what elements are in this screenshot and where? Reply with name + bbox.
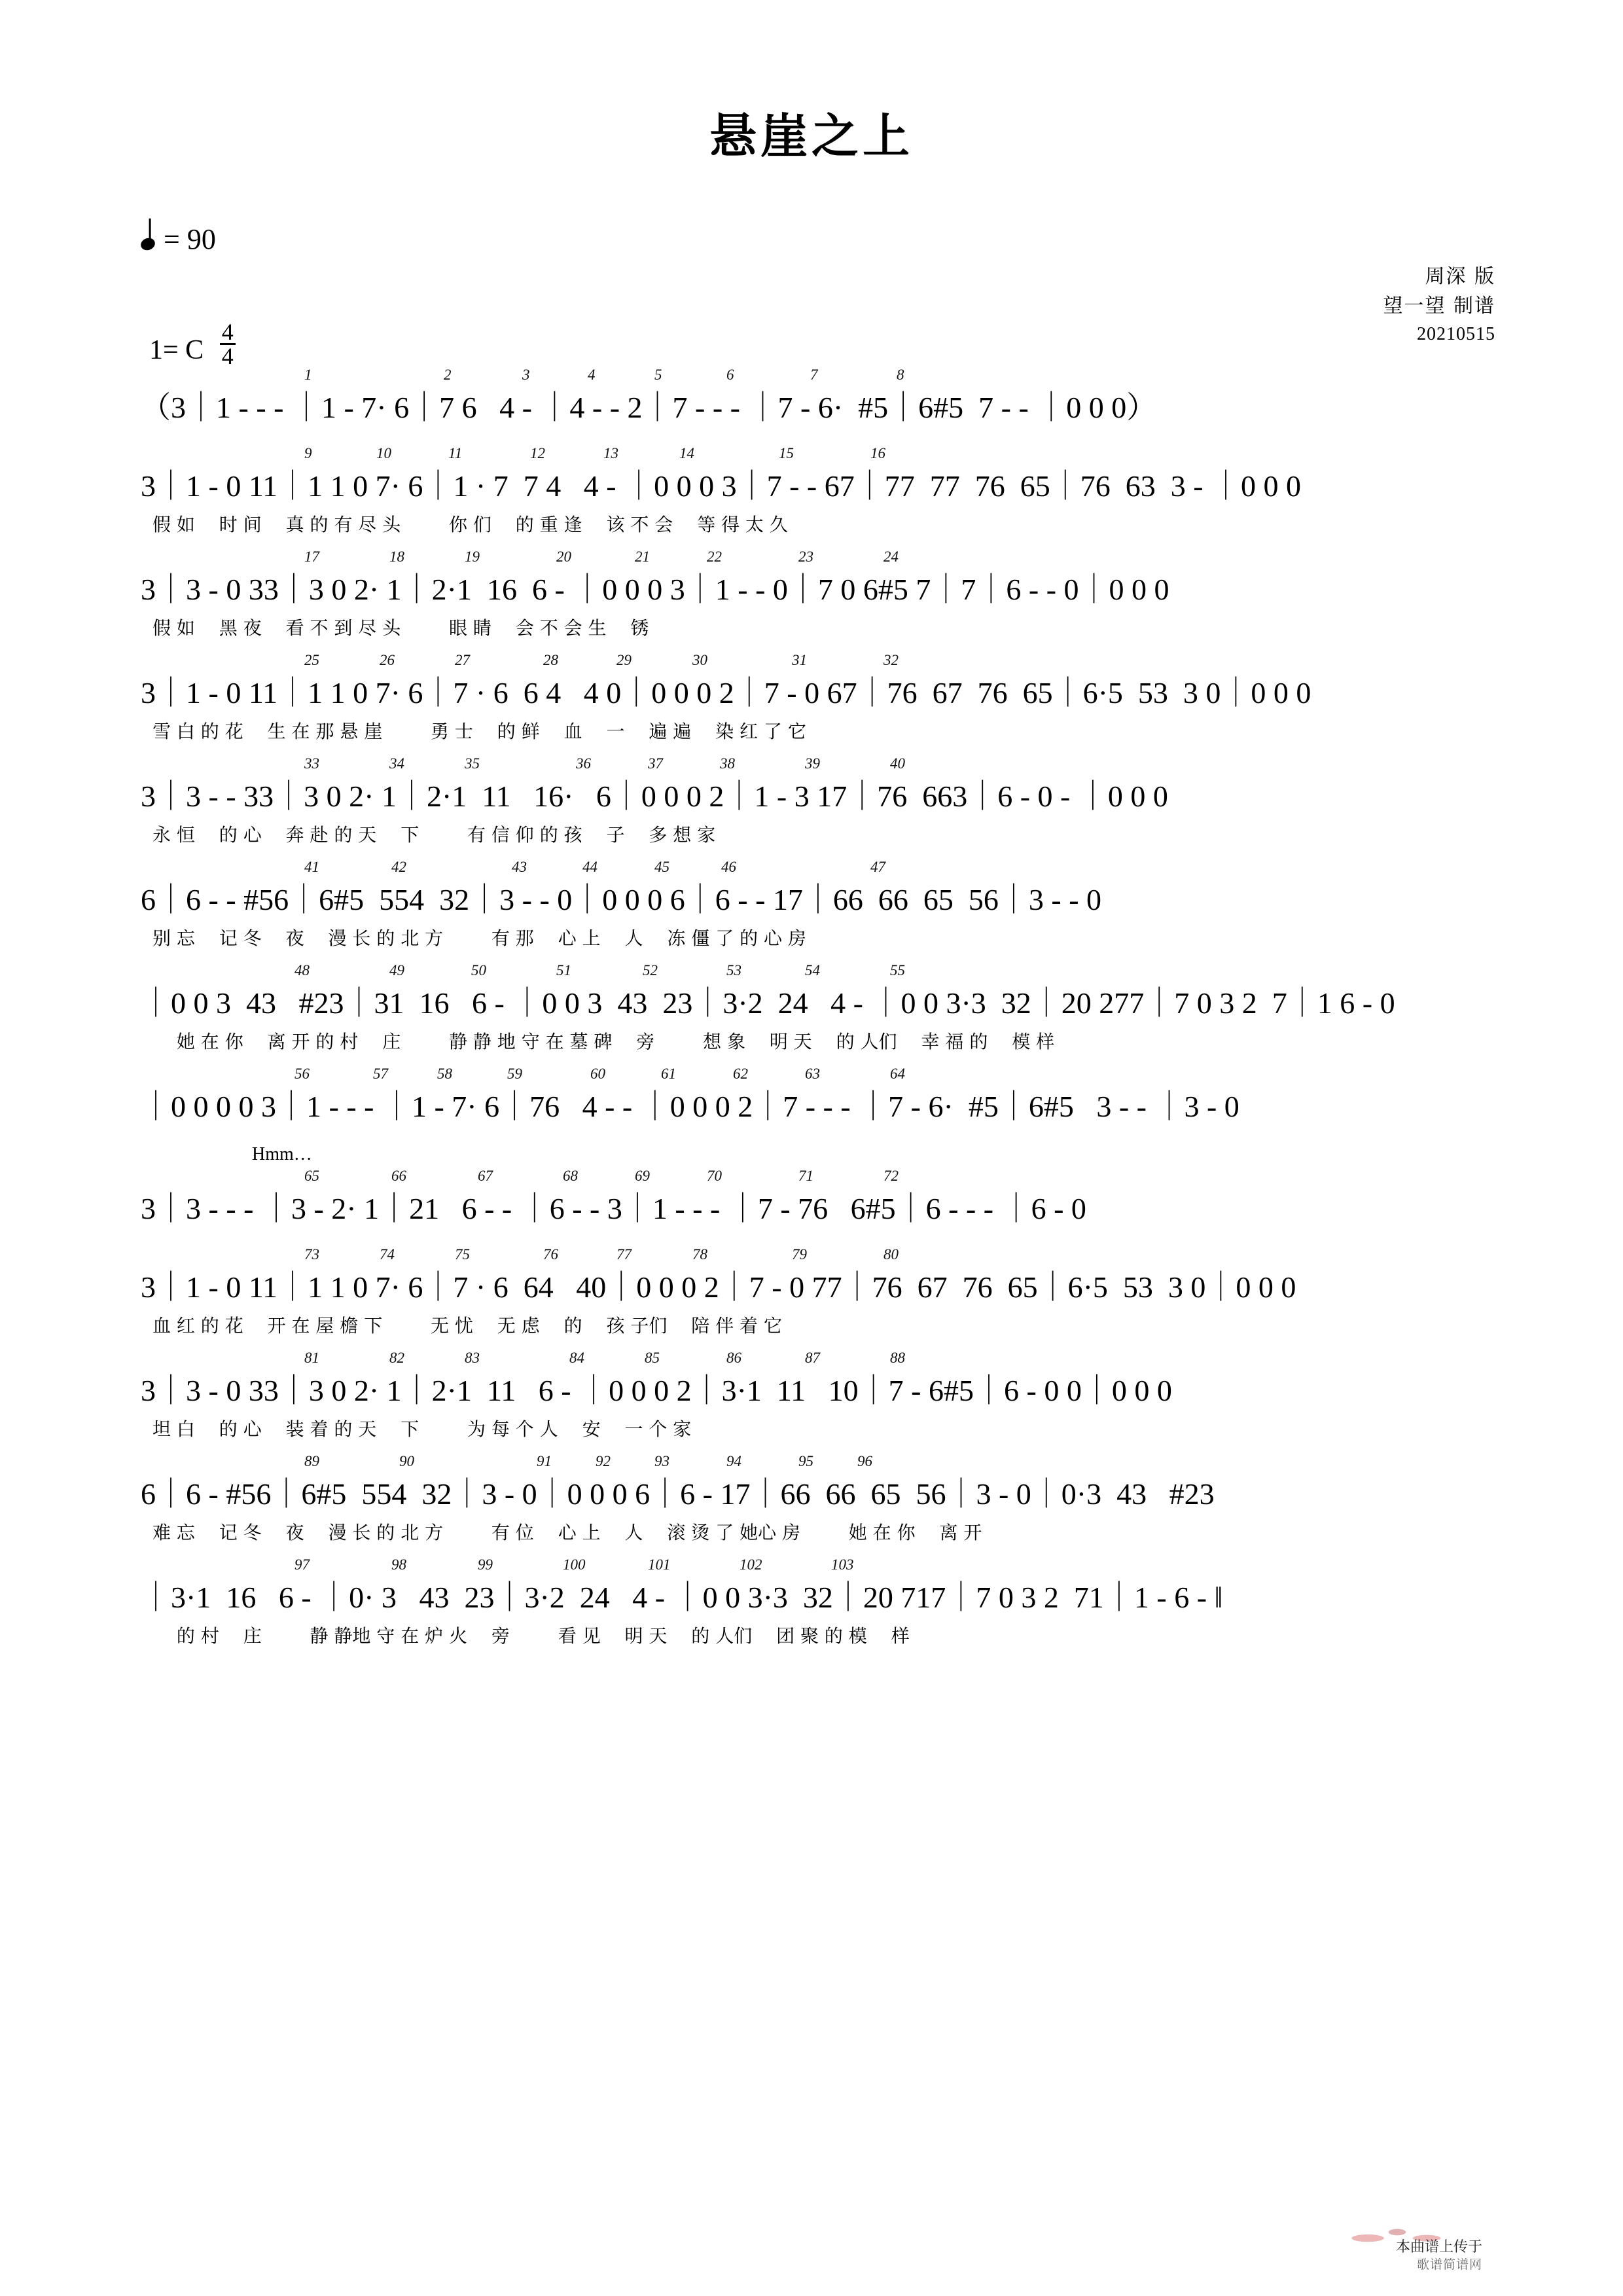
notation-row: ｜3·1 16 6 - ｜0· 3 43 23｜3·2 24 4 - ｜0 0 3·3 32｜20 717｜7 0 3 2 71｜1 - 6 - ‖: [141, 1581, 1223, 1614]
quarter-note-icon: [139, 236, 157, 252]
bar-number: 17: [304, 548, 319, 565]
watermark: [1396, 2238, 1482, 2274]
bar-number: 35: [465, 755, 480, 772]
notation-row: 3｜1 - 0 11｜1 1 0 7· 6｜7 · 6 6 4 4 0｜0 0 0 2｜7 - 0 67｜76 67 76 65｜6·5 53 3 0｜0 0 0: [141, 676, 1311, 709]
lyrics-row: [141, 1233, 1482, 1242]
bar-number: 47: [870, 859, 885, 875]
bar-number: 19: [465, 548, 480, 565]
bar-number-row: [141, 1168, 1482, 1185]
page-title: 悬崖之上: [709, 109, 914, 164]
music-system: [0, 652, 1623, 751]
tempo-value: = 90: [164, 223, 216, 255]
bar-number: 71: [798, 1168, 813, 1184]
bar-number: 96: [857, 1453, 872, 1469]
music-system: [0, 962, 1623, 1062]
bar-number: 49: [389, 962, 404, 978]
bar-number: 3: [522, 367, 530, 383]
bar-number: 29: [616, 652, 632, 668]
bar-number: 46: [721, 859, 736, 875]
bar-number: 1: [304, 367, 312, 383]
bar-number: 72: [883, 1168, 899, 1184]
music-system: [0, 548, 1623, 648]
bar-number: 4: [588, 367, 596, 383]
bar-number: 70: [707, 1168, 722, 1184]
bar-number: 26: [380, 652, 395, 668]
bar-number: 21: [635, 548, 650, 565]
bar-number: 8: [897, 367, 904, 383]
bar-number: 22: [707, 548, 722, 565]
notation-row: 3｜1 - 0 11｜1 1 0 7· 6｜1 · 7 7 4 4 - ｜0 0 0 3｜7 - - 67｜77 77 76 65｜76 63 3 - ｜0 0 0: [141, 469, 1302, 503]
music-system: [0, 367, 1623, 441]
bar-number: 12: [530, 445, 545, 461]
bar-number: 83: [465, 1350, 480, 1366]
bar-number: 101: [648, 1556, 671, 1573]
bar-number: 31: [792, 652, 807, 668]
bar-number: 18: [389, 548, 404, 565]
bar-number: 59: [507, 1066, 522, 1082]
bar-number: 40: [890, 755, 905, 772]
bar-number: 54: [805, 962, 820, 978]
bar-number: 34: [389, 755, 404, 772]
credit-version: 周深 版: [1425, 265, 1495, 288]
music-system: [0, 1246, 1623, 1346]
key-label: 1= C: [149, 335, 204, 366]
bar-number: 67: [478, 1168, 493, 1184]
lyrics-row: 永 恒 的 心 奔 赴 的 天 下 有 信 仰 的 孩 子 多 想 家: [152, 824, 716, 846]
bar-number-row: [141, 548, 1482, 565]
bar-number: 14: [679, 445, 694, 461]
bar-number: 57: [373, 1066, 388, 1082]
bar-number: 63: [805, 1066, 820, 1082]
notation-row: 3｜3 - 0 33｜3 0 2· 1｜2·1 11 6 - ｜0 0 0 2｜3·1 11 10｜7 - 6#5｜6 - 0 0｜0 0 0: [141, 1374, 1172, 1407]
lyrics-row: 血 红 的 花 开 在 屋 檐 下 无 忧 无 虑 的 孩 子们 陪 伴 着 它: [152, 1315, 783, 1336]
bar-number: 36: [576, 755, 591, 772]
key-signature: [149, 319, 236, 370]
bar-number: 93: [654, 1453, 669, 1469]
bar-number: 99: [478, 1556, 493, 1573]
bar-number: 58: [437, 1066, 452, 1082]
bar-number: 86: [726, 1350, 741, 1366]
bar-number: 7: [810, 367, 818, 383]
bar-number: 33: [304, 755, 319, 772]
bar-number: 11: [448, 445, 463, 461]
bar-number: 98: [391, 1556, 406, 1573]
bar-number-row: [141, 755, 1482, 772]
bar-number: 68: [563, 1168, 578, 1184]
lyrics-row: 坦 白 的 心 装 着 的 天 下 为 每 个 人 安 一 个 家: [152, 1418, 692, 1440]
tempo-marking: [141, 223, 216, 256]
bar-number-row: [141, 962, 1482, 979]
lyrics-row: 的 村 庄 静 静地 守 在 炉 火 旁 看 见 明 天 的 人们 团 聚 的 模 样: [152, 1625, 910, 1647]
bar-number: 39: [805, 755, 820, 772]
bar-number: 2: [444, 367, 452, 383]
bar-number: 48: [294, 962, 310, 978]
notation-row: 6｜6 - - #56｜6#5 554 32｜3 - - 0｜0 0 0 6｜6 - - 17｜66 66 65 56｜3 - - 0: [141, 883, 1102, 916]
bar-number: 88: [890, 1350, 905, 1366]
bar-number: 60: [590, 1066, 605, 1082]
lyrics-row: 假 如 黑 夜 看 不 到 尽 头 眼 睛 会 不 会 生 锈: [152, 617, 649, 639]
music-system: [0, 859, 1623, 958]
credit-date: 20210515: [1417, 324, 1495, 344]
bar-number: 50: [471, 962, 486, 978]
bar-number: 95: [798, 1453, 813, 1469]
bar-number: 16: [870, 445, 885, 461]
lyrics-row: 别 忘 记 冬 夜 漫 长 的 北 方 有 那 心 上 人 冻 僵 了 的 心 房: [152, 927, 806, 949]
time-signature-numerator: 4: [220, 321, 236, 345]
bar-number-row: [141, 859, 1482, 876]
notation-row: 3｜1 - 0 11｜1 1 0 7· 6｜7 · 6 64 40｜0 0 0 2｜7 - 0 77｜76 67 76 65｜6·5 53 3 0｜0 0 0: [141, 1270, 1296, 1304]
bar-number: 20: [556, 548, 571, 565]
music-system: [0, 1556, 1623, 1656]
notation-row: 6｜6 - #56｜6#5 554 32｜3 - 0｜0 0 0 6｜6 - 17｜66 66 65 56｜3 - 0｜0·3 43 #23: [141, 1477, 1215, 1511]
bar-number-row: [141, 1066, 1482, 1083]
bar-number: 42: [391, 859, 406, 875]
bar-number: 24: [883, 548, 899, 565]
bar-number: 100: [563, 1556, 586, 1573]
notation-row: 3｜3 - - 33｜3 0 2· 1｜2·1 11 16· 6｜0 0 0 2｜1 - 3 17｜76 663｜6 - 0 - ｜0 0 0: [141, 780, 1168, 813]
bar-number: 38: [720, 755, 735, 772]
bar-number: 30: [692, 652, 707, 668]
bar-number-row: [141, 367, 1482, 384]
time-signature-denominator: 4: [221, 343, 234, 370]
bar-number: 13: [603, 445, 618, 461]
music-system: [0, 755, 1623, 855]
lyrics-row: 雪 白 的 花 生 在 那 悬 崖 勇 士 的 鲜 血 一 遍 遍 染 红 了 它: [152, 721, 806, 742]
watermark-line-1: 本曲谱上传于: [1395, 2238, 1482, 2255]
bar-number: 85: [645, 1350, 660, 1366]
bar-number: 27: [455, 652, 470, 668]
bar-number: 78: [692, 1246, 707, 1263]
watermark-line-2: 歌谱简谱网: [1416, 2257, 1482, 2272]
bar-number: 65: [304, 1168, 319, 1184]
bar-number-row: [141, 445, 1482, 462]
bar-number: 84: [569, 1350, 584, 1366]
bar-number: 61: [661, 1066, 676, 1082]
bar-number: 102: [740, 1556, 762, 1573]
music-systems: [0, 367, 1623, 1660]
bar-number: 43: [512, 859, 527, 875]
bar-number: 79: [792, 1246, 807, 1263]
notation-row: ｜0 0 0 0 3｜1 - - - ｜1 - 7· 6｜76 4 - - ｜0 0 0 2｜7 - - - ｜7 - 6· #5｜6#5 3 - - ｜3 - 0: [141, 1090, 1240, 1123]
bar-number: 23: [798, 548, 813, 565]
music-system: [0, 1144, 1623, 1242]
bar-number: 94: [726, 1453, 741, 1469]
bar-number: 56: [294, 1066, 310, 1082]
lyrics-row: [141, 432, 1482, 441]
bar-number-row: [141, 1556, 1482, 1573]
bar-number: 73: [304, 1246, 319, 1263]
notation-row: 3｜3 - - - ｜3 - 2· 1｜21 6 - - ｜6 - - 3｜1 - - - ｜7 - 76 6#5｜6 - - - ｜6 - 0: [141, 1192, 1086, 1225]
bar-number-row: [141, 1246, 1482, 1263]
bar-number: 82: [389, 1350, 404, 1366]
bar-number: 52: [643, 962, 658, 978]
bar-number: 76: [543, 1246, 558, 1263]
bar-number: 37: [648, 755, 663, 772]
bar-number: 64: [890, 1066, 905, 1082]
notation-row: ｜0 0 3 43 #23｜31 16 6 - ｜0 0 3 43 23｜3·2 24 4 - ｜0 0 3·3 32｜20 277｜7 0 3 2 7｜1 6 - 0: [141, 986, 1395, 1020]
bar-number: 87: [805, 1350, 820, 1366]
bar-number: 5: [654, 367, 662, 383]
bar-number: 91: [537, 1453, 552, 1469]
bar-number: 66: [391, 1168, 406, 1184]
bar-number: 45: [654, 859, 669, 875]
bar-number: 28: [543, 652, 558, 668]
bar-number: 90: [399, 1453, 414, 1469]
bar-number: 92: [596, 1453, 611, 1469]
bar-number: 55: [890, 962, 905, 978]
lyrics-row: 难 忘 记 冬 夜 漫 长 的 北 方 有 位 心 上 人 滚 烫 了 她心 房 她 在 你 离 开: [152, 1522, 982, 1543]
bar-number: 15: [779, 445, 794, 461]
bar-number: 9: [304, 445, 312, 461]
bar-number: 6: [726, 367, 734, 383]
bar-number-row: [141, 1350, 1482, 1367]
credits-block: [1383, 262, 1495, 348]
lyrics-row: 她 在 你 离 开 的 村 庄 静 静 地 守 在 墓 碑 旁 想 象 明 天 的 人们 幸 福 的 模 样: [152, 1031, 1055, 1052]
bar-number: 32: [883, 652, 899, 668]
lyrics-row: 假 如 时 间 真 的 有 尽 头 你 们 的 重 逢 该 不 会 等 得 太 久: [152, 514, 788, 535]
bar-number-row: [141, 652, 1482, 669]
bar-number: 80: [883, 1246, 899, 1263]
bar-number: 62: [733, 1066, 748, 1082]
bar-number: 74: [380, 1246, 395, 1263]
lyrics-row: [141, 1131, 1482, 1140]
bar-number: 89: [304, 1453, 319, 1469]
notation-row: 3｜3 - 0 33｜3 0 2· 1｜2·1 16 6 - ｜0 0 0 3｜1 - - 0｜7 0 6#5 7｜7｜6 - - 0｜0 0 0: [141, 573, 1169, 606]
bar-number: 75: [455, 1246, 470, 1263]
bar-number: 81: [304, 1350, 319, 1366]
bar-number: 69: [635, 1168, 650, 1184]
bar-number: 51: [556, 962, 571, 978]
bar-number: 41: [304, 859, 319, 875]
bar-number: 44: [582, 859, 597, 875]
music-system: [0, 1350, 1623, 1449]
hmm-marking: Hmm…: [252, 1144, 312, 1164]
bar-number: 10: [376, 445, 391, 461]
music-system: [0, 445, 1623, 545]
credit-arranger: 望一望 制谱: [1383, 295, 1495, 317]
bar-number: 25: [304, 652, 319, 668]
bar-number: 77: [616, 1246, 632, 1263]
notation-row: （3｜1 - - - ｜1 - 7· 6｜7 6 4 - ｜4 - - 2｜7 - - - ｜7 - 6· #5｜6#5 7 - - ｜0 0 0）: [141, 391, 1157, 424]
time-signature: [220, 319, 236, 370]
bar-number: 103: [831, 1556, 854, 1573]
bar-number: 97: [294, 1556, 310, 1573]
bar-number: 53: [726, 962, 741, 978]
music-system: [0, 1453, 1623, 1552]
music-system: [0, 1066, 1623, 1140]
bar-number-row: [141, 1453, 1482, 1470]
